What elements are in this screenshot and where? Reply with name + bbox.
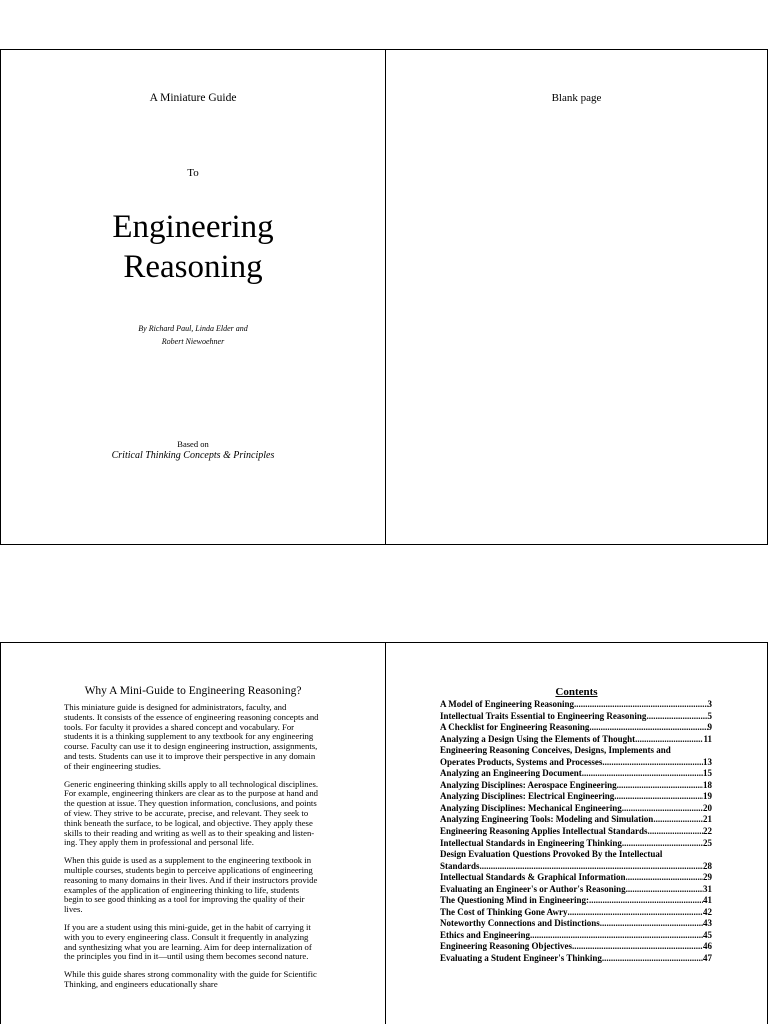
toc-leader-dots (567, 907, 703, 919)
toc-leader-dots (617, 780, 703, 792)
intro-paragraph: Generic engineering thinking skills apply to all technological disciplines. For example, engineering thinkers are clear as to the purpose at hand and the question at issue. They question information, conclusions, and points of view. They strive to be accurate, precise, and relevant. They seek to think beneath the surface, to be logical, and objective. They apply these skills to their reading and writing as well as to their speaking and listen-ing. They apply them in professional and personal life. (64, 778, 319, 848)
toc-leader-dots (572, 941, 703, 953)
toc-leader-dots (582, 768, 703, 780)
intro-paragraph: If you are a student using this mini-guide, get in the habit of carrying it with you to every engineering class. Consult it frequently in analyzing and synthesizing what you are learning. Aim for deep internalization of the principles you find in it—until using them becomes second nature. (64, 921, 312, 962)
toc-entry (440, 803, 712, 815)
toc-leader-dots (589, 895, 703, 907)
toc-entry-page: 29 (703, 872, 712, 883)
toc-entry-page: 46 (703, 941, 712, 952)
toc-entry-page: 47 (703, 953, 712, 964)
toc-leader-dots (646, 711, 707, 723)
toc-entry-title: Engineering Reasoning Conceives, Designs, Implements and (440, 745, 671, 756)
title-line-1: Engineering (112, 209, 274, 245)
guide-label: A Miniature Guide (149, 92, 237, 104)
toc-entry-title: Engineering Reasoning Objectives (440, 941, 572, 952)
toc-leader-dots (648, 826, 703, 838)
toc-leader-dots (589, 722, 707, 734)
toc-entry-title: Evaluating a Student Engineer's Thinking (440, 953, 602, 964)
toc-entry (440, 826, 712, 838)
toc-entry-title: Intellectual Traits Essential to Engineering Reasoning (440, 710, 647, 721)
cover-page (0, 49, 386, 545)
toc-entry (440, 838, 712, 850)
toc-entry (440, 734, 712, 746)
toc-entry-title: Analyzing a Design Using the Elements of Thought (440, 733, 636, 744)
toc-entry-page: 28 (703, 860, 712, 871)
toc-entry-page: 13 (703, 756, 712, 767)
toc-entry-page: 5 (707, 710, 712, 721)
toc-entry-title: The Cost of Thinking Gone Awry (440, 906, 568, 917)
toc-entry-title: Operates Products, Systems and Processes (440, 756, 603, 767)
toc-leader-dots (653, 814, 703, 826)
toc-entry-title: Analyzing Disciplines: Electrical Engineering (440, 791, 615, 802)
toc-entry-page: 11 (703, 733, 712, 744)
toc-entry-title: Engineering Reasoning Applies Intellectual Standards (440, 826, 648, 837)
intro-paragraph: While this guide shares strong commonality with the guide for Scientific Thinking, and engineers educationally share (64, 969, 317, 989)
based-on-title: Critical Thinking Concepts & Principles (111, 450, 275, 461)
blank-page (385, 49, 768, 545)
contents-title: Contents (555, 686, 598, 698)
toc-entry-title: Analyzing Disciplines: Mechanical Engineering (440, 802, 622, 813)
toc-entry-title: Analyzing an Engineering Document (440, 768, 582, 779)
toc-leader-dots (602, 953, 703, 965)
toc-entry-title: Analyzing Engineering Tools: Modeling and Simulation (440, 814, 654, 825)
toc-entry (440, 780, 712, 792)
to-label: To (187, 167, 199, 179)
toc-entry-title: A Model of Engineering Reasoning (440, 699, 575, 709)
intro-page (0, 642, 386, 1024)
toc-entry-title: Evaluating an Engineer's or Author's Reasoning (440, 883, 626, 894)
toc-leader-dots (574, 699, 707, 711)
toc-entry-title: Analyzing Disciplines: Aerospace Engineering (440, 779, 617, 790)
toc-leader-dots (622, 803, 703, 815)
toc-entry (440, 872, 712, 884)
table-of-contents (440, 699, 712, 965)
toc-entry-page: 19 (703, 791, 712, 802)
toc-entry (440, 861, 712, 873)
intro-paragraph: This miniature guide is designed for administrators, faculty, and students. It consists of the essence of engineering reasoning concepts and tools. For faculty it provides a shared concept and vocabulary. For students it is a thinking supplement to any textbook for any engineering course. Faculty can use it to design engineering instruction, assignments, and tests. Students can use it to improve their perspective in any domain of their engineering studies. (64, 702, 319, 771)
toc-leader-dots (602, 757, 703, 769)
toc-leader-dots (626, 884, 703, 896)
toc-entry-title: Intellectual Standards & Graphical Information (440, 872, 626, 883)
toc-leader-dots (600, 918, 703, 930)
toc-entry-page: 31 (703, 883, 712, 894)
contents-page (385, 642, 768, 1024)
book-title (1, 207, 385, 287)
toc-entry-page: 21 (703, 814, 712, 825)
toc-entry (440, 699, 712, 711)
toc-entry (440, 768, 712, 780)
toc-entry-title: Ethics and Engineering (440, 929, 531, 940)
toc-entry-title: The Questioning Mind in Engineering: (440, 895, 590, 906)
toc-leader-dots (626, 872, 703, 884)
blank-page-label: Blank page (551, 92, 602, 104)
toc-leader-dots (635, 734, 703, 746)
toc-entry-title: Noteworthy Connections and Distinctions (440, 918, 600, 929)
toc-entry (440, 941, 712, 953)
authors (1, 322, 385, 348)
toc-entry-page: 25 (703, 837, 712, 848)
toc-entry-page: 43 (703, 918, 712, 929)
toc-entry (440, 745, 712, 757)
toc-entry-title: A Checklist for Engineering Reasoning (440, 722, 590, 733)
toc-entry (440, 757, 712, 769)
toc-entry (440, 814, 712, 826)
toc-entry-title: Intellectual Standards in Engineering Thinking (440, 837, 622, 848)
authors-line-1: By Richard Paul, Linda Elder and (138, 324, 248, 333)
toc-entry-page: 22 (703, 826, 712, 837)
toc-entry (440, 884, 712, 896)
toc-entry (440, 918, 712, 930)
toc-entry (440, 722, 712, 734)
toc-entry (440, 953, 712, 965)
toc-entry (440, 849, 712, 861)
toc-entry (440, 907, 712, 919)
toc-leader-dots (614, 791, 703, 803)
toc-entry-page: 15 (703, 768, 712, 779)
intro-body (64, 703, 319, 998)
title-line-2: Reasoning (123, 249, 263, 285)
toc-entry (440, 930, 712, 942)
toc-leader-dots (622, 838, 703, 850)
toc-entry-page: 45 (703, 929, 712, 940)
authors-line-2: Robert Niewoehner (161, 337, 225, 346)
toc-entry-title: Design Evaluation Questions Provoked By the Intellectual (440, 849, 663, 860)
toc-entry (440, 711, 712, 723)
based-on-label: Based on (177, 439, 209, 449)
toc-entry (440, 895, 712, 907)
toc-leader-dots (480, 861, 703, 873)
toc-entry-page: 9 (707, 722, 712, 733)
toc-entry-page: 20 (703, 802, 712, 813)
toc-entry-page: 18 (703, 779, 712, 790)
toc-entry-page: 3 (707, 699, 712, 709)
intro-paragraph: When this guide is used as a supplement to the engineering textbook in multiple courses, students begin to perceive applications of engineering reasoning to many domains in their lives. And if their instructors provide examples of the application of engineering thinking to life, students begin to see good thinking as a tool for improving the quality of their lives. (64, 855, 318, 915)
toc-entry (440, 791, 712, 803)
toc-leader-dots (530, 930, 703, 942)
toc-entry-page: 41 (703, 895, 712, 906)
intro-heading: Why A Mini-Guide to Engineering Reasoning? (84, 685, 302, 697)
toc-entry-page: 42 (703, 906, 712, 917)
toc-entry-title: Standards (440, 860, 480, 871)
